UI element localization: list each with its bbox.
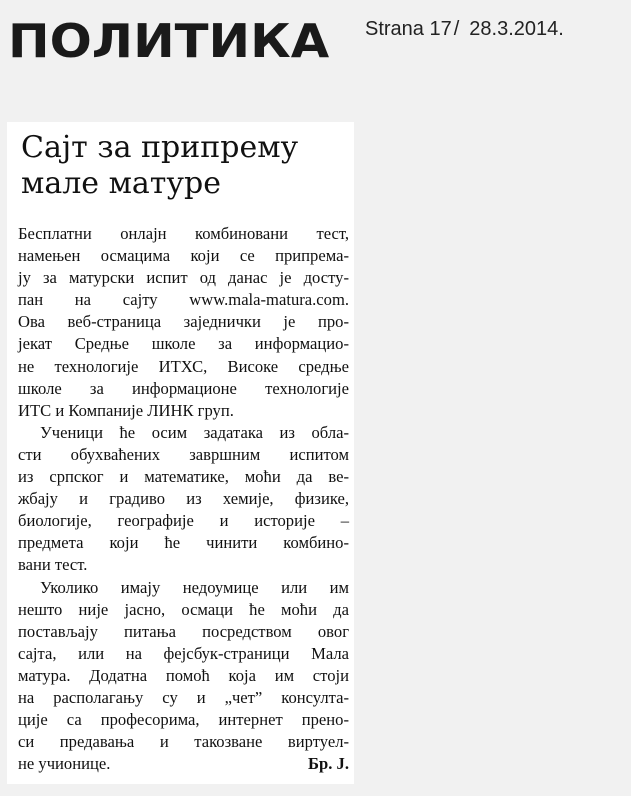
text-line: сајта, или на фејсбук-страници Мала (18, 643, 349, 663)
headline-line: мале матуре (21, 166, 221, 201)
article-headline (21, 130, 341, 202)
article-clipping (7, 122, 354, 784)
text-line: ције са професорима, интернет прено- (18, 710, 349, 730)
text-line: Бесплатни онлајн комбиновани тест, (18, 224, 349, 243)
text-line: јекат Средње школе за информацио- (18, 334, 349, 354)
text-line: школе за информационе технологије (18, 378, 349, 398)
paragraph-3 (18, 577, 349, 776)
text-line: матура. Додатна помоћ која им стоји (18, 665, 349, 685)
text-line: не технологије ИТХС, Високе средње (18, 356, 349, 376)
text-line: Ова веб-страница заједнички је про- (18, 312, 349, 332)
text-line: Ученици ће осим задатака из обла- (40, 422, 349, 442)
newspaper-masthead: ПОЛИТИКА (8, 14, 330, 68)
page-number: Strana 17 (365, 18, 452, 40)
text-line: на располагању су и „чет” консулта- (18, 687, 349, 707)
text-line: биологије, географије и историје – (18, 511, 349, 531)
text-line: вани тест. (18, 555, 88, 575)
text-line: не учионице. (18, 754, 111, 774)
text-line: Уколико имају недоумице или им (40, 577, 349, 597)
text-line: пан на сајту www.mala-matura.com. (18, 290, 349, 310)
article-body (18, 223, 349, 775)
paragraph-2 (18, 422, 349, 577)
text-line: постављају питања посредством овог (18, 621, 349, 641)
text-line: предмета који ће чинити комбино- (18, 533, 349, 553)
text-line: си предавања и такозване виртуел- (18, 732, 349, 752)
page-info (365, 18, 564, 41)
text-line: жбају и градиво из хемије, физике, (18, 489, 349, 509)
publication-date: 28.3.2014. (469, 18, 564, 40)
paragraph-1 (18, 223, 349, 422)
text-line: нешто није јасно, осмаци ће моћи да (18, 599, 349, 619)
author-byline: Бр. Ј. (308, 754, 349, 774)
text-line: сти обухваћених завршним испитом (18, 444, 349, 464)
headline-line: Сајт за припрему (21, 130, 299, 165)
page-separator: / (453, 18, 460, 40)
text-line: ИТС и Компаније ЛИНК груп. (18, 400, 234, 420)
text-line: намењен осмацима који се припрема- (18, 246, 349, 266)
closing-line (18, 753, 349, 775)
text-line: ју за матурски испит од данас је досту- (18, 268, 349, 288)
text-line: из српског и математике, моћи да ве- (18, 467, 349, 487)
